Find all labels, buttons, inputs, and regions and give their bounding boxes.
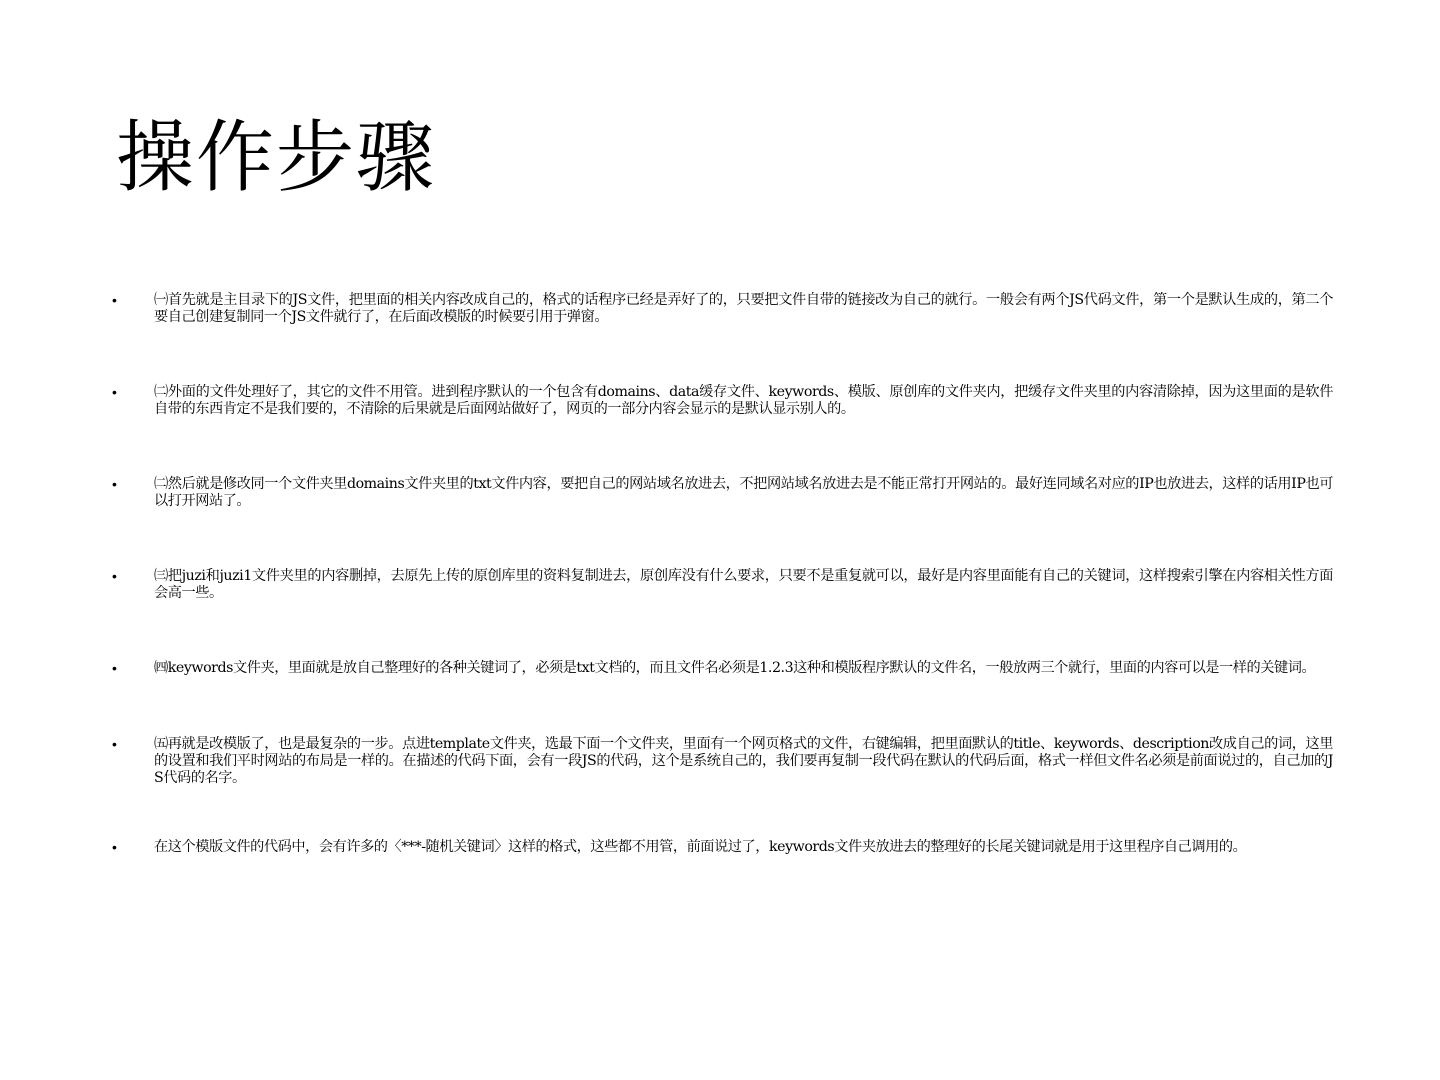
bullet-text: ㈤再就是改模版了，也是最复杂的一步。点进template文件夹，选最下面一个文件夹，里面有一个网页格式的文件，右键编辑，把里面默认的title、keywords、description改成自己的词，这里的设置和我们平时网站的布局是一样的。在描述的代码下面，会有一段JS的代码，这个是系统自己的，我们要再复制一段代码在默认的代码后面，格式一样但文件名必须是前面说过的，自己加的JS代码的名字。 — [154, 736, 1333, 786]
bullet-icon: • — [112, 476, 117, 492]
bullet-item-7 — [108, 839, 1333, 857]
bullet-item-4 — [108, 568, 1333, 602]
bullet-text: ㈡外面的文件处理好了，其它的文件不用管。进到程序默认的一个包含有domains、data缓存文件、keywords、模版、原创库的文件夹内，把缓存文件夹里的内容清除掉，因为这里面的是软件自带的东西肯定不是我们要的，不清除的后果就是后面网站做好了，网页的一部分内容会显示的是默认显示别人的。 — [154, 384, 1333, 417]
bullet-icon: • — [112, 384, 117, 400]
bullet-text: ㈠首先就是主目录下的JS文件，把里面的相关内容改成自己的，格式的话程序已经是弄好了的，只要把文件自带的链接改为自己的就行。一般会有两个JS代码文件，第一个是默认生成的，第二个要自己创建复制同一个JS文件就行了，在后面改模版的时候要引用于弹窗。 — [154, 292, 1333, 325]
slide-title: 操作步骤 — [116, 113, 437, 203]
bullet-list — [108, 292, 1333, 915]
bullet-text: ㈡然后就是修改同一个文件夹里domains文件夹里的txt文件内容，要把自己的网站域名放进去，不把网站域名放进去是不能正常打开网站的。最好连同域名对应的IP也放进去，这样的话用IP也可以打开网站了。 — [154, 476, 1333, 509]
bullet-icon: • — [112, 660, 117, 676]
bullet-item-2 — [108, 384, 1333, 418]
bullet-item-6 — [108, 736, 1333, 787]
bullet-item-3 — [108, 476, 1333, 510]
bullet-item-5 — [108, 660, 1333, 678]
bullet-icon: • — [112, 839, 117, 855]
bullet-icon: • — [112, 292, 117, 308]
bullet-text: ㈢把juzi和juzi1文件夹里的内容删掉，去原先上传的原创库里的资料复制进去，原创库没有什么要求，只要不是重复就可以，最好是内容里面能有自己的关键词，这样搜索引擎在内容相关性方面会高一些。 — [154, 568, 1333, 601]
bullet-icon: • — [112, 736, 117, 752]
bullet-text: ㈣keywords文件夹，里面就是放自己整理好的各种关键词了，必须是txt文档的，而且文件名必须是1.2.3这种和模版程序默认的文件名，一般放两三个就行，里面的内容可以是一样的关键词。 — [154, 660, 1316, 676]
bullet-item-1 — [108, 292, 1333, 326]
bullet-text: 在这个模版文件的代码中，会有许多的〈***-随机关键词〉这样的格式，这些都不用管，前面说过了，keywords文件夹放进去的整理好的长尾关键词就是用于这里程序自己调用的。 — [154, 839, 1247, 855]
bullet-icon: • — [112, 568, 117, 584]
